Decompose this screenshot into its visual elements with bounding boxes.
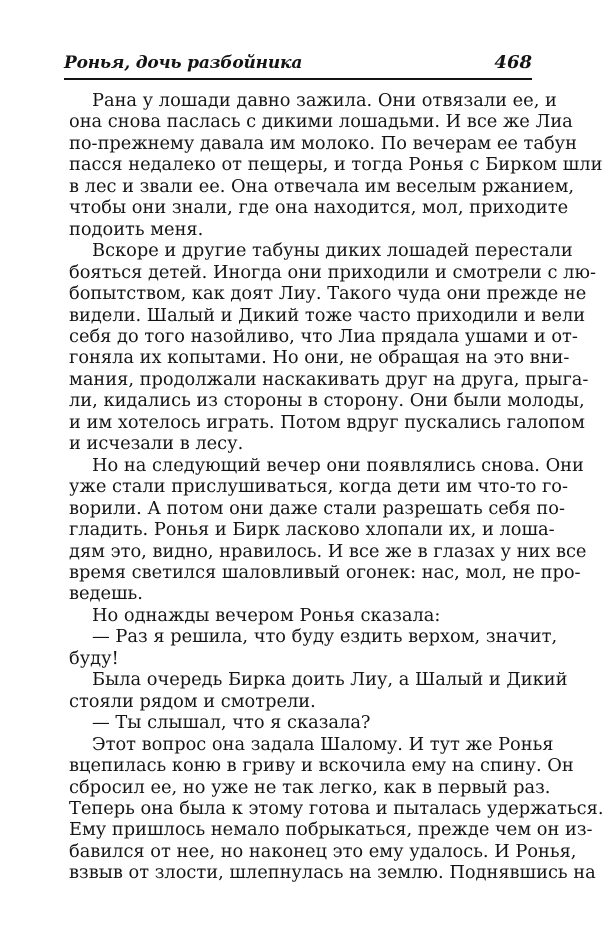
header-rule bbox=[64, 78, 532, 80]
text-line: ворили. А потом они даже стали разрешать себя по- bbox=[69, 497, 565, 519]
text-line: время светился шаловливый огонек: нас, мол, не про- bbox=[69, 561, 581, 583]
text-line: взвыв от злости, шлепнулась на землю. Поднявшись на bbox=[69, 862, 596, 884]
text-line: — Раз я решила, что буду ездить верхом, значит, bbox=[92, 626, 558, 648]
text-line: дям это, видно, нравилось. И все же в глазах у них все bbox=[69, 540, 587, 562]
text-line: ведешь. bbox=[69, 583, 143, 605]
text-line: буду! bbox=[69, 647, 119, 669]
book-title: Ронья, дочь разбойника bbox=[64, 53, 303, 73]
text-line: Этот вопрос она задала Шалому. И тут же Ронья bbox=[92, 733, 554, 755]
text-line: сбросил ее, но уже не так легко, как в первый раз. bbox=[69, 776, 551, 798]
running-header bbox=[64, 50, 532, 80]
text-line: Но однажды вечером Ронья сказала: bbox=[92, 604, 441, 626]
text-line: Рана у лошади давно зажила. Они отвязали ее, и bbox=[92, 90, 557, 111]
text-line: стояли рядом и смотрели. bbox=[69, 690, 316, 712]
text-line: себя до того назойливо, что Лиа прядала ушами и от- bbox=[69, 325, 578, 347]
text-line: гоняла их копытами. Но они, не обращая на это вни- bbox=[69, 347, 570, 369]
text-line: в лес и звали ее. Она отвечала им веселым ржанием, bbox=[69, 175, 575, 197]
text-line: и им хотелось играть. Потом вдруг пускались галопом bbox=[69, 411, 585, 433]
text-line: Но на следующий вечер они появлялись снова. Они bbox=[92, 454, 584, 476]
page-number: 468 bbox=[494, 52, 532, 73]
text-line: чтобы они знали, где она находится, мол, приходите bbox=[69, 197, 569, 219]
text-line: — Ты слышал, что я сказала? bbox=[92, 712, 371, 734]
text-line: видели. Шалый и Дикий тоже часто приходили и вели bbox=[69, 304, 586, 326]
text-line: и исчезали в лесу. bbox=[69, 433, 244, 455]
text-line: она снова паслась с дикими лошадьми. И все же Лиа bbox=[69, 111, 573, 133]
text-line: бопытством, как доят Лиу. Такого чуда они прежде не bbox=[69, 283, 587, 305]
text-line: гладить. Ронья и Бирк ласково хлопали их, и лоша- bbox=[69, 519, 555, 541]
text-line: Теперь она была к этому готова и пыталась удержаться. bbox=[69, 797, 603, 819]
text-line: бояться детей. Иногда они приходили и смотрели с лю- bbox=[69, 261, 596, 283]
text-line: Вскоре и другие табуны диких лошадей перестали bbox=[92, 240, 573, 262]
text-line: вцепилась коню в гриву и вскочила ему на спину. Он bbox=[69, 755, 574, 777]
text-line: бавился от нее, но наконец это ему удалось. И Ронья, bbox=[69, 840, 577, 862]
text-line: по-прежнему давала им молоко. По вечерам ее табун bbox=[69, 132, 577, 154]
text-line: Была очередь Бирка доить Лиу, а Шалый и Дикий bbox=[92, 669, 568, 691]
text-line: уже стали прислушиваться, когда дети им что-то го- bbox=[69, 476, 568, 498]
text-line: мания, продолжали наскакивать друг на друга, прыга- bbox=[69, 368, 589, 390]
text-line: Ему пришлось немало побрыкаться, прежде чем он из- bbox=[69, 819, 593, 841]
text-line: ли, кидались из стороны в сторону. Они были молоды, bbox=[69, 390, 585, 412]
text-line: подоить меня. bbox=[69, 218, 204, 240]
text-line: пасся недалеко от пещеры, и тогда Ронья с Бирком шли bbox=[69, 154, 603, 176]
body-text bbox=[69, 90, 603, 884]
